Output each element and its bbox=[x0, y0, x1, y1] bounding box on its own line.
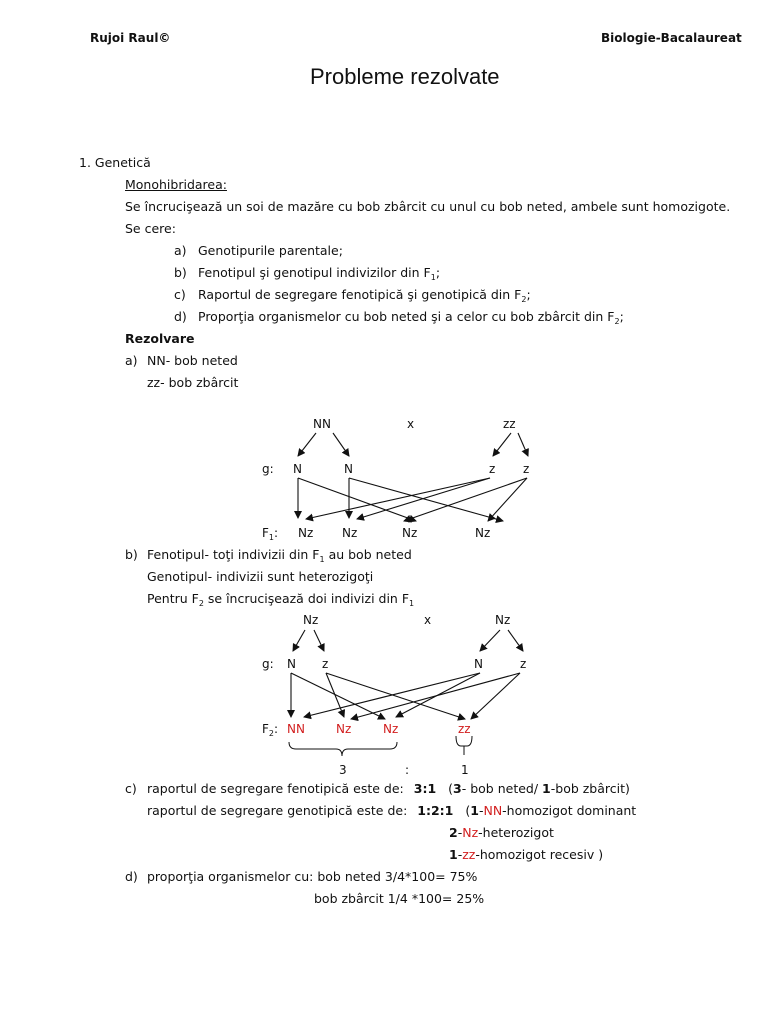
subsection-heading: Monohibridarea: bbox=[125, 177, 227, 192]
req-b-mark: b) bbox=[174, 265, 187, 280]
arrow bbox=[298, 478, 416, 521]
g3-dash: - bbox=[457, 847, 463, 862]
arrow bbox=[326, 673, 465, 719]
semicolon: ; bbox=[435, 265, 441, 280]
gamete: N bbox=[287, 657, 296, 671]
f1-letter: F bbox=[262, 526, 269, 540]
g1-genotype: NN bbox=[483, 803, 503, 818]
section-heading: 1. Genetică bbox=[79, 155, 151, 170]
arrow bbox=[351, 673, 520, 719]
sol-b-mark: b) bbox=[125, 547, 138, 562]
f2-letter: F bbox=[262, 722, 269, 736]
sub-1: 1 bbox=[409, 599, 415, 608]
pheno-open: ( bbox=[448, 781, 454, 796]
req-c-text: Raportul de segregare fenotipică şi genotipică din F bbox=[198, 287, 522, 302]
geno-label: raportul de segregare genotipică este de: bbox=[147, 803, 408, 818]
f1-label bbox=[262, 526, 278, 540]
sol-c-geno-2 bbox=[449, 825, 554, 840]
pheno-t2: -bob zbârcit) bbox=[550, 781, 630, 796]
gamete: N bbox=[293, 462, 302, 476]
sol-b-line3 bbox=[147, 591, 414, 606]
gamete: N bbox=[474, 657, 483, 671]
sub-2: 2 bbox=[198, 599, 204, 608]
f2-label bbox=[262, 722, 278, 736]
parent-2: Nz bbox=[495, 613, 511, 627]
arrow bbox=[333, 433, 349, 456]
arrow bbox=[404, 478, 527, 521]
req-d-mark: d) bbox=[174, 309, 187, 324]
g2-desc: -heterozigot bbox=[478, 825, 554, 840]
sol-c-pheno bbox=[147, 781, 630, 796]
offspring: Nz bbox=[402, 526, 418, 540]
sol-b-line1-end: au bob neted bbox=[324, 547, 412, 562]
pheno-label: raportul de segregare fenotipică este de: bbox=[147, 781, 404, 796]
sol-b-line1-text: Fenotipul- toţi indivizii din F bbox=[147, 547, 320, 562]
cross-sign: x bbox=[407, 417, 415, 431]
parent-1: Nz bbox=[303, 613, 319, 627]
gamete: z bbox=[523, 462, 530, 476]
g2-n: 2 bbox=[449, 825, 458, 840]
brace bbox=[289, 742, 397, 756]
parent-1: NN bbox=[313, 417, 331, 431]
course-header: Biologie-Bacalaureat bbox=[601, 31, 742, 45]
sol-d-line1: proporţia organismelor cu: bob neted 3/4*100= 75% bbox=[147, 869, 478, 884]
gametes-label: g: bbox=[262, 657, 274, 671]
g1-dash: - bbox=[478, 803, 484, 818]
sub-1: 1 bbox=[430, 273, 436, 282]
arrow bbox=[518, 433, 528, 456]
arrow bbox=[304, 673, 480, 717]
sub-2: 2 bbox=[614, 317, 620, 326]
g1-n: 1 bbox=[470, 803, 479, 818]
arrow bbox=[480, 630, 500, 651]
arrow bbox=[293, 630, 305, 651]
offspring: Nz bbox=[342, 526, 358, 540]
f2-sub: 2 bbox=[268, 729, 274, 738]
sol-b-line1 bbox=[147, 547, 412, 562]
offspring: Nz bbox=[475, 526, 491, 540]
sol-d-line2: bob zbârcit 1/4 *100= 25% bbox=[314, 891, 485, 906]
arrow bbox=[291, 673, 385, 719]
f2-colon: : bbox=[274, 722, 279, 736]
cross-sign: x bbox=[424, 613, 432, 627]
sub-1: 1 bbox=[319, 555, 325, 564]
problem-statement: Se încrucişează un soi de mazăre cu bob zbârcit cu unul cu bob neted, ambele sunt homozigote. bbox=[125, 199, 731, 214]
semicolon: ; bbox=[526, 287, 531, 302]
offspring: zz bbox=[458, 722, 471, 736]
sol-c-geno-3 bbox=[449, 847, 603, 862]
geno-ratio: 1:2:1 bbox=[417, 803, 454, 818]
gamete: z bbox=[520, 657, 527, 671]
geno-open: ( bbox=[465, 803, 471, 818]
arrow bbox=[314, 630, 324, 651]
ratio-right: 1 bbox=[461, 763, 469, 777]
ratio-sep: : bbox=[405, 763, 410, 777]
sol-a-line2: zz- bob zbârcit bbox=[147, 375, 239, 390]
offspring: Nz bbox=[298, 526, 314, 540]
sol-a-line1: NN- bob neted bbox=[147, 353, 238, 368]
gamete: N bbox=[344, 462, 353, 476]
sol-c-mark: c) bbox=[125, 781, 137, 796]
arrow bbox=[508, 630, 523, 651]
semicolon: ; bbox=[619, 309, 624, 324]
gamete: z bbox=[489, 462, 496, 476]
arrow bbox=[298, 433, 316, 456]
arrow bbox=[357, 478, 490, 519]
sol-b-line3-a: Pentru F bbox=[147, 591, 199, 606]
ratio-left: 3 bbox=[339, 763, 347, 777]
req-a-text: Genotipurile parentale; bbox=[198, 243, 343, 258]
page-title: Probleme rezolvate bbox=[310, 64, 500, 89]
offspring: Nz bbox=[336, 722, 352, 736]
author-header: Rujoi Raul© bbox=[90, 31, 171, 45]
g3-n: 1 bbox=[449, 847, 458, 862]
arrow bbox=[306, 478, 490, 519]
sol-b-line3-b: se încrucişează doi indivizi din F bbox=[203, 591, 410, 606]
brace bbox=[456, 736, 472, 746]
sol-a-mark: a) bbox=[125, 353, 138, 368]
req-a-mark: a) bbox=[174, 243, 187, 258]
pheno-ratio: 3:1 bbox=[413, 781, 437, 796]
gametes-label: g: bbox=[262, 462, 274, 476]
sol-c-geno bbox=[147, 803, 636, 818]
g3-genotype: zz bbox=[462, 847, 476, 862]
offspring: NN bbox=[287, 722, 305, 736]
arrow bbox=[493, 433, 511, 456]
req-d-text: Proporţia organismelor cu bob neted şi a celor cu bob zbârcit din F bbox=[198, 309, 615, 324]
pheno-t1: - bob neted/ bbox=[461, 781, 543, 796]
solution-heading: Rezolvare bbox=[125, 331, 195, 346]
sol-b-line2: Genotipul- indivizii sunt heterozigoţi bbox=[147, 569, 374, 584]
offspring: Nz bbox=[383, 722, 399, 736]
pheno-n2: 1 bbox=[542, 781, 551, 796]
f1-sub: 1 bbox=[268, 533, 274, 542]
req-c-mark: c) bbox=[174, 287, 186, 302]
gamete: z bbox=[322, 657, 329, 671]
g2-genotype: Nz bbox=[462, 825, 479, 840]
g2-dash: - bbox=[457, 825, 463, 840]
f1-colon: : bbox=[274, 526, 279, 540]
sub-2: 2 bbox=[521, 295, 527, 304]
parent-2: zz bbox=[503, 417, 516, 431]
sol-d-mark: d) bbox=[125, 869, 138, 884]
requirements-label: Se cere: bbox=[125, 221, 176, 236]
pheno-n1: 3 bbox=[453, 781, 462, 796]
req-b-text: Fenotipul şi genotipul indivizilor din F bbox=[198, 265, 431, 280]
g3-desc: -homozigot recesiv ) bbox=[475, 847, 604, 862]
g1-desc: -homozigot dominant bbox=[502, 803, 637, 818]
